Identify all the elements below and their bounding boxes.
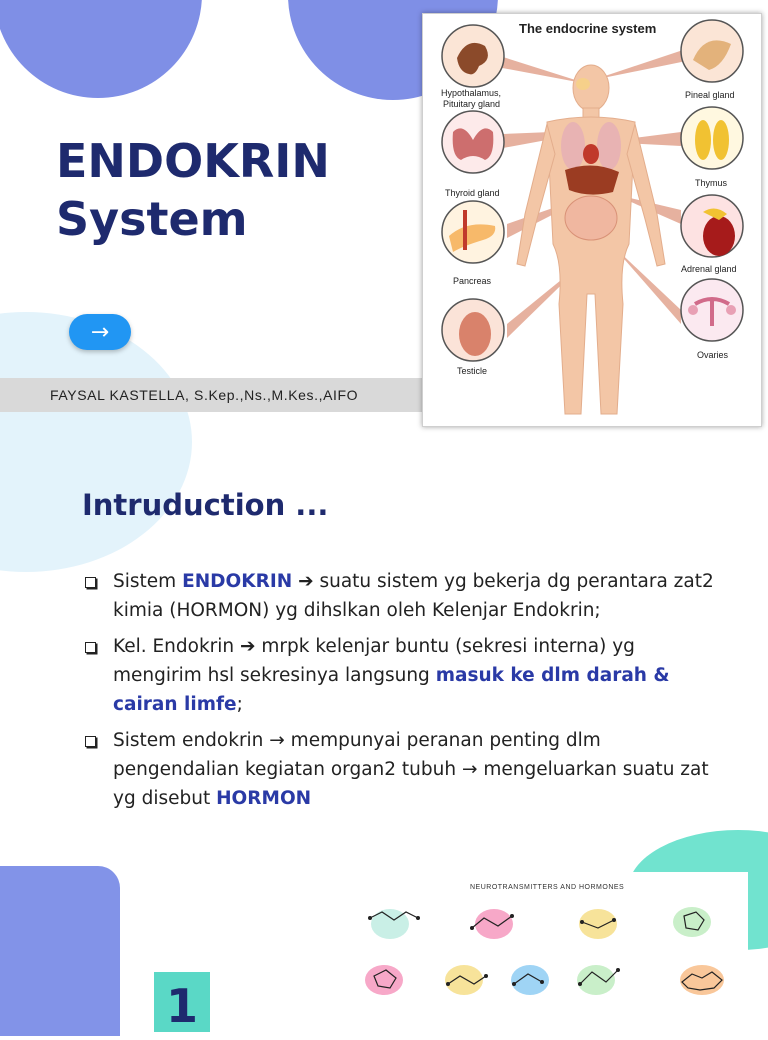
list-item xyxy=(82,567,722,625)
label-hypothalamus: Hypothalamus, xyxy=(441,88,502,98)
label-thymus: Thymus xyxy=(695,178,728,188)
molecule-illustration xyxy=(352,872,748,1024)
label-adrenal: Adrenal gland xyxy=(681,264,737,274)
bullet-text: Kel. Endokrin ➔ mrpk kelenjar buntu (sekresi interna) yg mengirim hsl sekresinya langsung xyxy=(113,636,635,686)
title-line: ENDOKRIN xyxy=(56,134,330,188)
decorative-circle xyxy=(0,312,192,572)
diagram-title: The endocrine system xyxy=(519,21,657,36)
page-number-badge xyxy=(154,972,210,1032)
checkbox-bullet-icon xyxy=(85,577,96,588)
section-heading: Intruduction ... xyxy=(82,488,329,522)
decorative-circle xyxy=(0,0,202,98)
checkbox-bullet-icon xyxy=(85,642,96,653)
bullet-highlight: ENDOKRIN xyxy=(182,571,293,592)
label-ovaries: Ovaries xyxy=(697,350,729,360)
arrow-right-icon: → xyxy=(90,319,110,345)
bullet-text: ; xyxy=(236,694,243,715)
title-line: System xyxy=(56,192,248,246)
checkbox-bullet-icon xyxy=(85,736,96,747)
list-item xyxy=(82,726,722,813)
bullet-highlight: masuk ke dlm darah & cairan limfe xyxy=(113,665,670,715)
thumbnail-caption: NEUROTRANSMITTERS AND HORMONES xyxy=(470,884,625,891)
bullet-text: Sistem xyxy=(113,571,183,592)
page-number: 1 xyxy=(165,979,198,1033)
thymus-callout xyxy=(681,107,743,169)
endocrine-illustration xyxy=(423,14,761,426)
label-testicle: Testicle xyxy=(457,366,488,376)
decorative-block xyxy=(0,866,120,1036)
neurotransmitters-image xyxy=(352,872,748,1024)
label-pituitary: Pituitary gland xyxy=(443,99,501,109)
bullet-text: ➔ suatu sistem yg bekerja dg perantara zat2 kimia (HORMON) yg dihslkan oleh Kelenjar Endokrin; xyxy=(113,571,714,621)
bullet-highlight: HORMON xyxy=(216,788,312,809)
label-pancreas: Pancreas xyxy=(453,276,492,286)
list-item xyxy=(82,632,722,719)
next-button[interactable] xyxy=(69,314,131,350)
author-name: FAYSAL KASTELLA, S.Kep.,Ns.,M.Kes.,AIFO xyxy=(50,387,359,403)
page-title xyxy=(56,132,330,248)
intro-bullet-list xyxy=(82,567,722,820)
label-pineal: Pineal gland xyxy=(685,90,735,100)
molecule-blobs xyxy=(365,907,724,995)
bullet-text: Sistem endokrin → mempunyai peranan penting dlm pengendalian kegiatan organ2 tubuh → mengeluarkan suatu zat yg disebut xyxy=(113,730,709,809)
endocrine-diagram xyxy=(422,13,762,427)
label-thyroid: Thyroid gland xyxy=(445,188,500,198)
author-bar xyxy=(0,378,430,412)
